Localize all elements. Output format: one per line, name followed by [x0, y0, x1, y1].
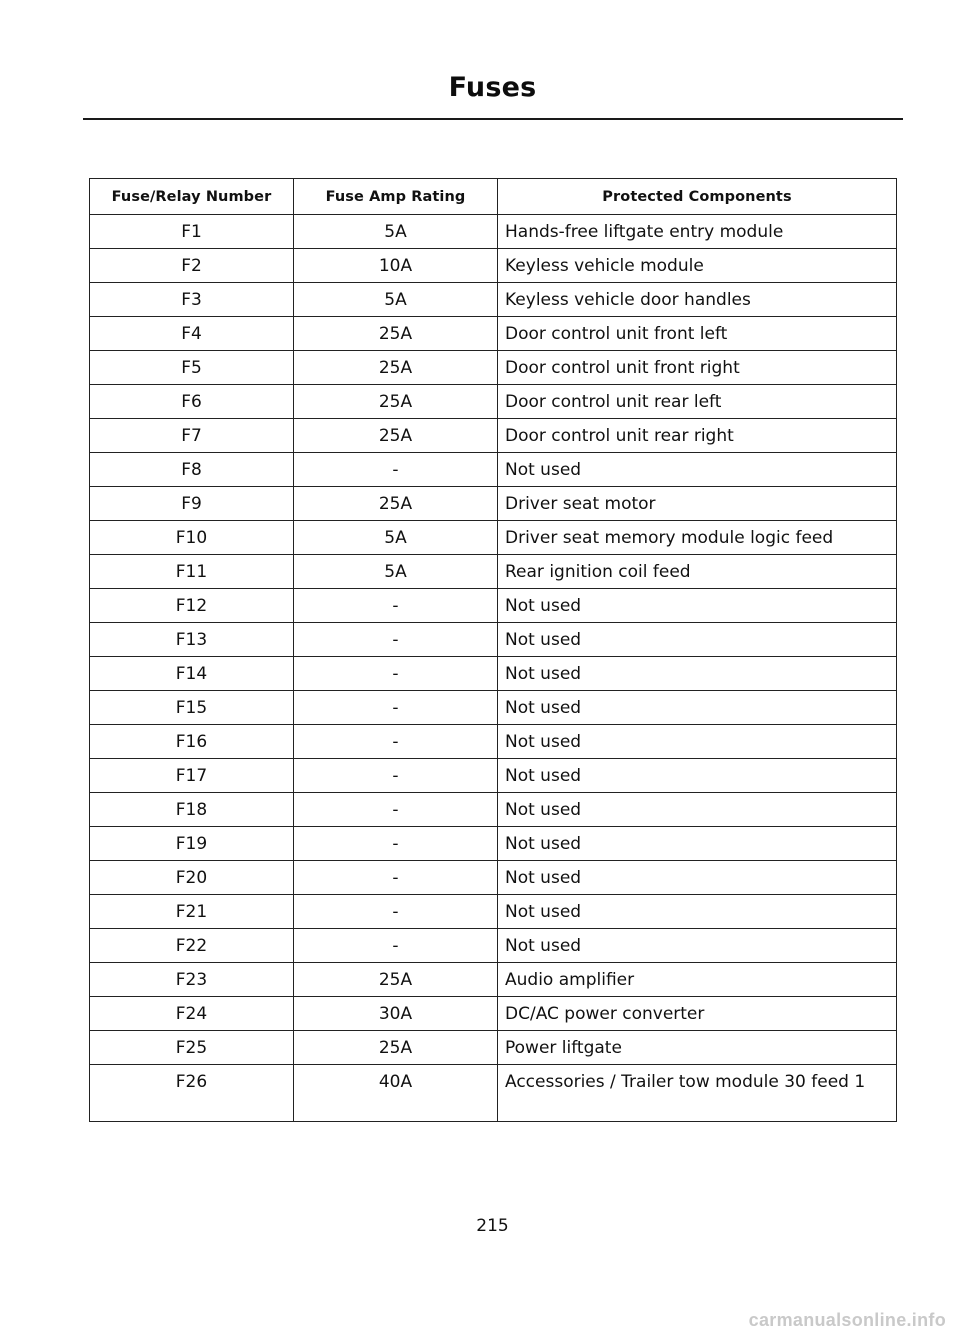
- table-row: [90, 759, 897, 793]
- amp-rating-cell: 5A: [294, 555, 498, 589]
- amp-rating-cell: 25A: [294, 317, 498, 351]
- table-row: [90, 249, 897, 283]
- amp-rating-cell: 10A: [294, 249, 498, 283]
- fuse-number-cell: F8: [90, 453, 294, 487]
- fuse-number-cell: F21: [90, 895, 294, 929]
- table-row: [90, 793, 897, 827]
- table-row: [90, 521, 897, 555]
- amp-rating-cell: 25A: [294, 351, 498, 385]
- table-row: [90, 487, 897, 521]
- amp-rating-cell: 5A: [294, 215, 498, 249]
- table-row: [90, 963, 897, 997]
- fuse-number-cell: F17: [90, 759, 294, 793]
- amp-rating-cell: 25A: [294, 419, 498, 453]
- protected-component-cell: Rear ignition coil feed: [498, 555, 897, 589]
- protected-component-cell: Door control unit front right: [498, 351, 897, 385]
- protected-component-cell: Not used: [498, 657, 897, 691]
- amp-rating-cell: -: [294, 827, 498, 861]
- protected-component-cell: Power liftgate: [498, 1031, 897, 1065]
- table-row: [90, 895, 897, 929]
- protected-component-cell: Not used: [498, 895, 897, 929]
- protected-component-cell: Hands-free liftgate entry module: [498, 215, 897, 249]
- fuse-number-cell: F1: [90, 215, 294, 249]
- protected-component-cell: Door control unit rear right: [498, 419, 897, 453]
- fuse-table: [89, 178, 897, 1122]
- table-row: [90, 1065, 897, 1122]
- page-number: 215: [476, 1216, 509, 1236]
- table-row: [90, 725, 897, 759]
- fuse-number-cell: F26: [90, 1065, 294, 1122]
- fuse-table-body: [90, 215, 897, 1122]
- table-row: [90, 419, 897, 453]
- amp-rating-cell: 5A: [294, 521, 498, 555]
- amp-rating-cell: -: [294, 861, 498, 895]
- table-row: [90, 283, 897, 317]
- protected-component-cell: Not used: [498, 759, 897, 793]
- fuse-number-cell: F23: [90, 963, 294, 997]
- protected-component-cell: Not used: [498, 725, 897, 759]
- amp-rating-cell: -: [294, 725, 498, 759]
- fuse-number-cell: F9: [90, 487, 294, 521]
- protected-component-cell: DC/AC power converter: [498, 997, 897, 1031]
- amp-rating-cell: 25A: [294, 487, 498, 521]
- table-row: [90, 351, 897, 385]
- title-divider: [83, 118, 903, 120]
- protected-component-cell: Door control unit front left: [498, 317, 897, 351]
- fuse-number-cell: F13: [90, 623, 294, 657]
- watermark: carmanualsonline.info: [748, 1310, 946, 1330]
- table-row: [90, 861, 897, 895]
- table-row: [90, 385, 897, 419]
- amp-rating-cell: 25A: [294, 963, 498, 997]
- table-row: [90, 827, 897, 861]
- table-row: [90, 317, 897, 351]
- amp-rating-cell: -: [294, 589, 498, 623]
- protected-component-cell: Accessories / Trailer tow module 30 feed 1: [498, 1065, 897, 1122]
- table-row: [90, 623, 897, 657]
- header-protected-components: Protected Components: [498, 179, 897, 215]
- table-row: [90, 215, 897, 249]
- fuse-number-cell: F12: [90, 589, 294, 623]
- fuse-number-cell: F7: [90, 419, 294, 453]
- amp-rating-cell: -: [294, 657, 498, 691]
- fuse-number-cell: F15: [90, 691, 294, 725]
- table-row: [90, 691, 897, 725]
- amp-rating-cell: 5A: [294, 283, 498, 317]
- amp-rating-cell: 30A: [294, 997, 498, 1031]
- protected-component-cell: Keyless vehicle door handles: [498, 283, 897, 317]
- amp-rating-cell: 25A: [294, 385, 498, 419]
- fuse-number-cell: F16: [90, 725, 294, 759]
- fuse-number-cell: F11: [90, 555, 294, 589]
- fuse-number-cell: F2: [90, 249, 294, 283]
- fuse-number-cell: F3: [90, 283, 294, 317]
- amp-rating-cell: -: [294, 895, 498, 929]
- fuse-number-cell: F18: [90, 793, 294, 827]
- amp-rating-cell: -: [294, 929, 498, 963]
- page-title: Fuses: [448, 72, 537, 103]
- protected-component-cell: Door control unit rear left: [498, 385, 897, 419]
- table-row: [90, 555, 897, 589]
- amp-rating-cell: -: [294, 759, 498, 793]
- table-row: [90, 657, 897, 691]
- table-row: [90, 1031, 897, 1065]
- protected-component-cell: Not used: [498, 691, 897, 725]
- table-row: [90, 997, 897, 1031]
- amp-rating-cell: -: [294, 623, 498, 657]
- table-row: [90, 929, 897, 963]
- table-row: [90, 453, 897, 487]
- protected-component-cell: Audio amplifier: [498, 963, 897, 997]
- protected-component-cell: Not used: [498, 623, 897, 657]
- protected-component-cell: Keyless vehicle module: [498, 249, 897, 283]
- protected-component-cell: Driver seat motor: [498, 487, 897, 521]
- table-row: [90, 589, 897, 623]
- header-fuse-relay-number: Fuse/Relay Number: [90, 179, 294, 215]
- amp-rating-cell: -: [294, 453, 498, 487]
- fuse-number-cell: F24: [90, 997, 294, 1031]
- protected-component-cell: Not used: [498, 589, 897, 623]
- header-fuse-amp-rating: Fuse Amp Rating: [294, 179, 498, 215]
- protected-component-cell: Not used: [498, 453, 897, 487]
- fuse-number-cell: F10: [90, 521, 294, 555]
- fuse-number-cell: F19: [90, 827, 294, 861]
- fuse-number-cell: F5: [90, 351, 294, 385]
- amp-rating-cell: -: [294, 793, 498, 827]
- amp-rating-cell: 25A: [294, 1031, 498, 1065]
- fuse-number-cell: F6: [90, 385, 294, 419]
- protected-component-cell: Not used: [498, 793, 897, 827]
- table-header-row: [90, 179, 897, 215]
- protected-component-cell: Not used: [498, 929, 897, 963]
- fuse-number-cell: F20: [90, 861, 294, 895]
- protected-component-cell: Not used: [498, 827, 897, 861]
- fuse-number-cell: F25: [90, 1031, 294, 1065]
- fuse-number-cell: F14: [90, 657, 294, 691]
- amp-rating-cell: -: [294, 691, 498, 725]
- fuse-number-cell: F4: [90, 317, 294, 351]
- amp-rating-cell: 40A: [294, 1065, 498, 1122]
- protected-component-cell: Driver seat memory module logic feed: [498, 521, 897, 555]
- protected-component-cell: Not used: [498, 861, 897, 895]
- fuse-number-cell: F22: [90, 929, 294, 963]
